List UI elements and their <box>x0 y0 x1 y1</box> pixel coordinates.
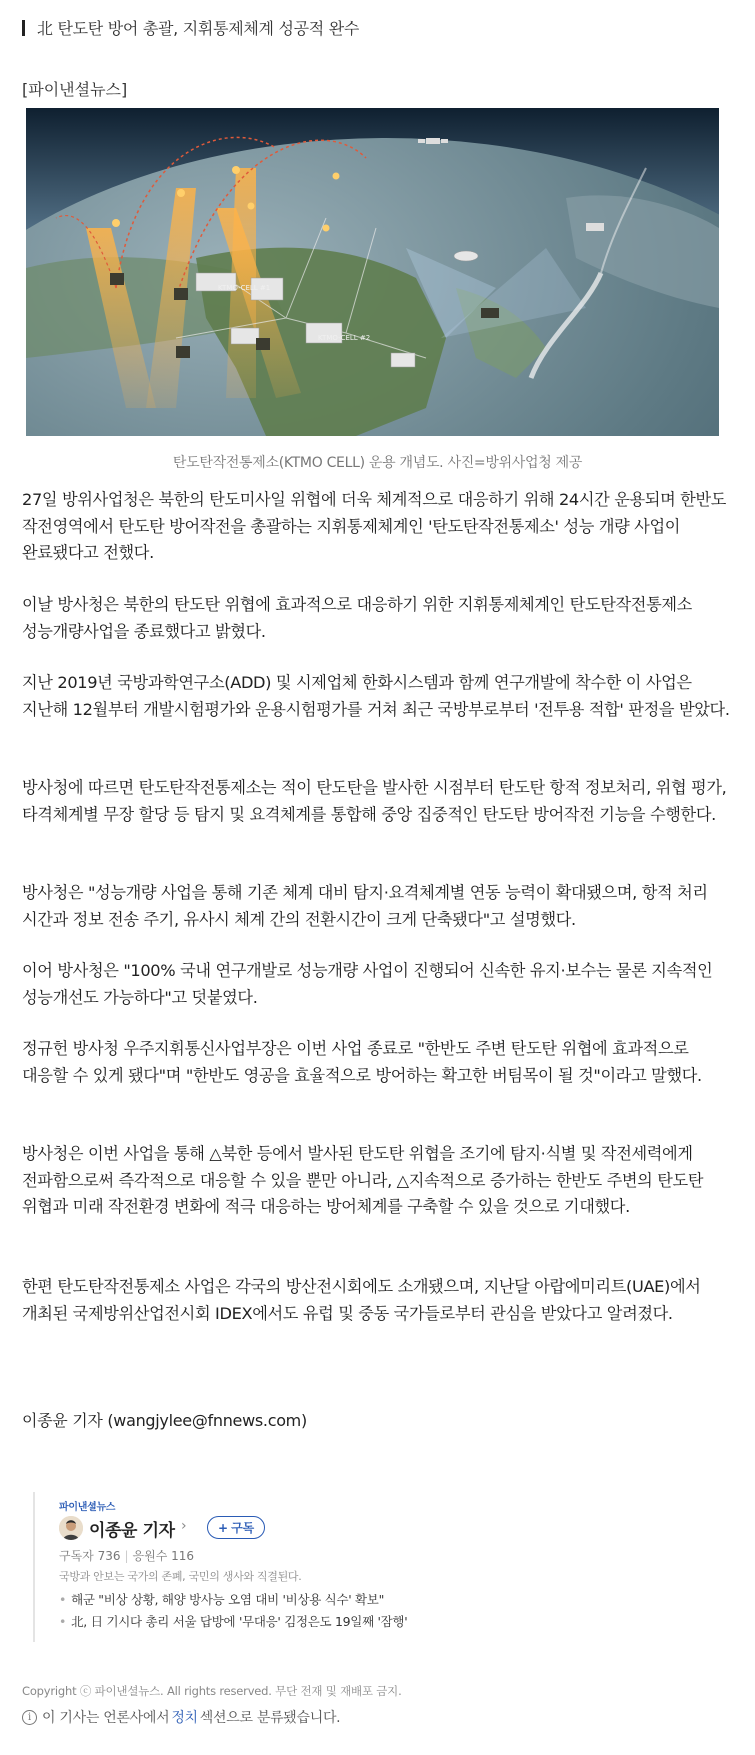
reporter-photo-icon <box>59 1516 83 1540</box>
plus-icon: + <box>218 1520 229 1535</box>
bullet-icon: • <box>59 1592 67 1607</box>
subscribe-label: 구독 <box>231 1521 255 1535</box>
classify-prefix: 이 기사는 언론사에서 <box>42 1710 170 1726</box>
classify-suffix: 섹션으로 분류됐습니다. <box>199 1710 341 1726</box>
chevron-right-icon: › <box>181 1518 187 1534</box>
related-article-link[interactable] <box>59 1612 407 1630</box>
reporter-avatar[interactable] <box>59 1516 83 1540</box>
image-label-ktmo-cell-1: KTMO-CELL #1 <box>218 284 271 292</box>
article-photo <box>26 108 719 436</box>
article-paragraph: 정규헌 방사청 우주지휘통신사업부장은 이번 사업 종료로 "한반도 주변 탄도탄 위협에 효과적으로 대응할 수 있게 됐다"며 "한반도 영공을 효율적으로 방어하는 확고한 버팀목이 될 것"이라고 말했다. <box>22 1039 702 1085</box>
press-logo[interactable]: 파이낸셜뉴스 <box>59 1502 116 1513</box>
source-tag: [파이낸셜뉴스] <box>22 80 128 99</box>
section-classification <box>22 1707 340 1727</box>
related-article-title: 해군 "비상 상황, 해양 방사능 오염 대비 '비상용 식수' 확보" <box>71 1592 385 1607</box>
article-paragraph: 이날 방사청은 북한의 탄도탄 위협에 효과적으로 대응하기 위한 지휘통제체계인 탄도탄작전통제소 성능개량사업을 종료했다고 밝혔다. <box>22 595 692 641</box>
info-icon: i <box>22 1710 37 1725</box>
reporter-description: 국방과 안보는 국가의 존폐, 국민의 생사와 직결된다. <box>59 1570 302 1583</box>
ktmo-concept-illustration <box>26 108 719 436</box>
image-label-ktmo-cell-2: KTMO-CELL #2 <box>318 334 371 342</box>
article-paragraph: 한편 탄도탄작전통제소 사업은 각국의 방산전시회에도 소개됐으며, 지난달 아랍에미리트(UAE)에서 개최된 국제방위산업전시회 IDEX에서도 유럽 및 중동 국가들로부터 관심을 받았다고 알려졌다. <box>22 1277 701 1323</box>
subscribe-button[interactable] <box>207 1516 265 1539</box>
reporter-stats <box>59 1547 194 1564</box>
subscriber-count: 구독자 736 <box>59 1549 121 1563</box>
section-link-politics[interactable]: 정치 <box>171 1710 198 1726</box>
subheading-text: 北 탄도탄 방어 총괄, 지휘통제체계 성공적 완수 <box>37 19 360 38</box>
article-subheading <box>22 16 732 39</box>
article-paragraph: 지난 2019년 국방과학연구소(ADD) 및 시제업체 한화시스템과 함께 연구개발에 착수한 이 사업은 지난해 12월부터 개발시험평가와 운용시험평가를 거쳐 최근 국방부로부터 '전투용 적합' 판정을 받았다. <box>22 673 730 719</box>
image-caption: 탄도탄작전통제소(KTMO CELL) 운용 개념도. 사진=방위사업청 제공 <box>172 455 583 471</box>
reporter-card <box>33 1492 453 1642</box>
reporter-byline: 이종윤 기자 (wangjylee@fnnews.com) <box>22 1411 307 1430</box>
article-paragraph: 방사청은 "성능개량 사업을 통해 기존 체계 대비 탐지·요격체계별 연동 능력이 확대됐으며, 항적 처리 시간과 정보 전송 주기, 유사시 체계 간의 전환시간이 크게 단축됐다"고 설명했다. <box>22 883 708 929</box>
bullet-icon: • <box>59 1614 67 1629</box>
article-paragraph: 방사청에 따르면 탄도탄작전통제소는 적이 탄도탄을 발사한 시점부터 탄도탄 항적 정보처리, 위협 평가, 타격체계별 무장 할당 등 탐지 및 요격체계를 통합해 중앙 집중적인 탄도탄 방어작전 기능을 수행한다. <box>22 778 727 824</box>
related-article-title: 北, 日 기시다 총리 서울 답방에 '무대응' 김정은도 19일째 '잠행' <box>71 1614 408 1629</box>
article-paragraph: 방사청은 이번 사업을 통해 △북한 등에서 발사된 탄도탄 위협을 조기에 탐지·식별 및 작전세력에게 전파함으로써 즉각적으로 대응할 수 있을 뿐만 아니라, △지속적으로 증가하는 한반도 주변의 탄도탄 위협과 미래 작전환경 변화에 적극 대응하는 방어체계를 구축할 수 있을 것으로 기대했다. <box>22 1144 704 1216</box>
supporter-count: 응원수 116 <box>132 1549 195 1563</box>
stats-separator: | <box>124 1549 129 1563</box>
subheading-bar <box>22 20 25 36</box>
reporter-name-link[interactable]: 이종윤 기자 <box>89 1521 175 1541</box>
copyright-notice: Copyright ⓒ 파이낸셜뉴스. All rights reserved. 무단 전재 및 재배포 금지. <box>22 1684 402 1698</box>
article-paragraph: 이어 방사청은 "100% 국내 연구개발로 성능개량 사업이 진행되어 신속한 유지·보수는 물론 지속적인 성능개선도 가능하다"고 덧붙였다. <box>22 961 713 1007</box>
related-article-link[interactable] <box>59 1590 384 1608</box>
article-paragraph: 27일 방위사업청은 북한의 탄도미사일 위협에 더욱 체계적으로 대응하기 위해 24시간 운용되며 한반도 작전영역에서 탄도탄 방어작전을 총괄하는 지휘통제체계인 '탄도탄작전통제소' 성능 개량 사업이 완료됐다고 전했다. <box>22 490 727 562</box>
